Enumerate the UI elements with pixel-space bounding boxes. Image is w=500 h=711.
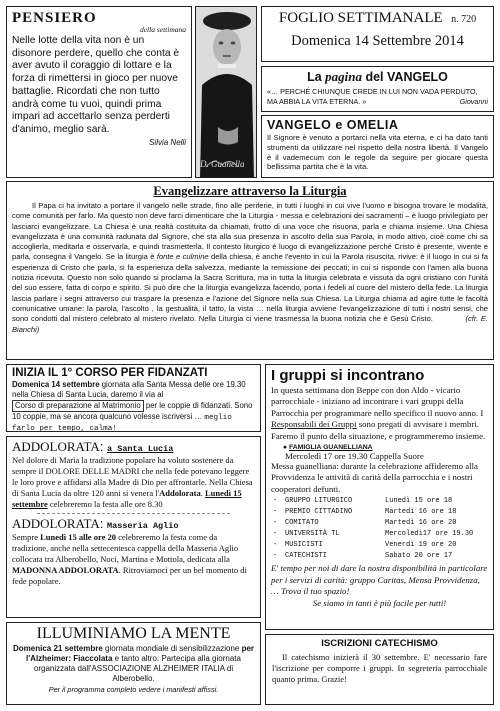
schedule-time: Mercoledì17 ore 19.30 <box>385 530 474 539</box>
portrait-signature: D. Guanella <box>200 159 245 169</box>
liturgia-box <box>6 181 494 360</box>
famiglia-guanelliana-label: ● FAMIGLIA GUANELLIANA <box>283 444 373 452</box>
catechismo-title: ISCRIZIONI CATECHISMO <box>321 638 438 649</box>
schedule-time: Martedì 16 ore 18 <box>385 508 457 517</box>
schedule-row <box>271 518 488 529</box>
schedule-dash: - <box>273 519 278 528</box>
illuminiamo-title: ILLUMINIAMO LA MENTE <box>36 625 231 642</box>
schedule-list <box>271 496 488 562</box>
schedule-dash: - <box>273 541 278 550</box>
schedule-row <box>271 540 488 551</box>
illuminiamo-note: Per il programma completo vedere i manifesti affissi. <box>48 685 219 694</box>
omelia-box <box>261 115 494 178</box>
famiglia-text: Messa guanelliana: durante la celebrazione affideremo alla Provvidenza le attività di carità della parrocchia e i nostri cooperatori defunti. <box>271 461 478 494</box>
vangelo-quote: «… PERCHÉ CHIUNQUE CREDE IN LUI NON VADA PERDUTO, MA ABBIA LA VITA ETERNA. » Giovanni <box>267 87 488 106</box>
addolorata1-title: ADDOLORATA: a Santa Lucia <box>12 439 174 454</box>
schedule-group: GRUPPO LITURGICO <box>285 497 353 506</box>
priest-portrait-image <box>196 7 257 178</box>
addolorata1-text: Nel dolore di Maria la tradizione popolare ha voluto sostenere da sempre il DOLORE DELLE MADRI che nella fede potevano leggere le loro prove e affidarsi alla Madre di Dio per affrontarle. Nella Chiesa di Santa Lucia da oltre 120 anni si venera l'Addolorata. Lunedì 15 settembre celebreremo la festa alle ore 8.30 <box>12 455 253 509</box>
gruppi-intro: In questa settimana don Beppe con don Aldo - vicario parrocchiale - iniziano ad incontrare i vari gruppi della Parrocchia per programmare nello specifico il nuovo anno. I Responsabili dei Gruppi sono pregati di avvisare i membri. Faremo il punto della situazione, e programmeremo insieme. <box>271 385 486 441</box>
schedule-row <box>271 496 488 507</box>
header-number: n. 720 <box>451 14 477 25</box>
gruppi-box <box>265 364 494 630</box>
gruppi-final: Se siamo in tanti è più facile per tutti! <box>312 598 447 609</box>
pensiero-text: Nelle lotte della vita non è un disonore perdere, quello che conta è aver avuto il coraggio di lottare e la forza di rimettersi in gioco per nuove battaglie. Ricordati che non tutto andrà come tu vuoi, quindi prima impari ad accettarlo senza perderti d'animo, meglio sarà. <box>12 35 180 135</box>
schedule-time: Venerdì 19 ore 20 <box>385 541 457 550</box>
schedule-row <box>271 551 488 562</box>
gruppi-closing: E' tempo per noi di dare la nostra disponibilità in particolare per i servizi di carità: gruppo Caritas, Mensa Provvidenza, … Trova il tuo spazio! <box>271 563 488 597</box>
illuminiamo-box <box>6 622 261 705</box>
addolorata2-title: ADDOLORATA: Masseria Aglio <box>12 516 179 531</box>
addolorata-box <box>6 436 261 618</box>
liturgia-text: Il Papa ci ha invitato a portare il vangelo nelle strade, fino alle periferie, in tutti i luoghi in cui vive l'uomo e bisogna trovare le modalità, come comunità per farlo. Ma questo non deve farci dimenticare che la Liturgia - messa e celebrazioni dei sacramenti – è luogo privilegiato per lasciarci evangelizzare. La Chiesa è una realtà costituita da chiamati, frutto di una voce che risuona, parla e chiama insieme. Una Chiesa evangelizzata è una comunità radunata dal Signore, che sta alla sua presenza in ascolto della sua Parola, in modo attivo, cioè come chi sa accoglierla, meditarla e osservarla, e quindi trasmetterla. Il contesto liturgico è luogo di evangelizzazione perché Cristo è presente, vivente e parla, consegna il Vangelo. Se la liturgia è fonte e culmine della chiesa, è anche l'evento in cui la Parola risuscita, rivive: è il luogo in cui si fa esperienza di Cristo che parla, si fa esperienza della salvezza, mediante la remissione dei peccati; in cui si risponde con l'amen alla buona notizia ricevuta. Questo non solo quando si proclama la Sacra Scrittura, ma in tutta la liturgia celebrata e vissuta da ogni cristiano con l'unità del suo essere, fatta di corpo e spirito. Si può dire che la liturgia evangelizza facendo, porta i fedeli al cuore del mistero della fede. La liturgia lascia parlare i segni attraverso cui traspare la presenza e l'azione del Signore nella sua Chiesa. La Liturgia chiama ad agire tutte le facoltà comunicative umane: la parola, l'ascolto , la gestualità, il tatto, la vista … nella liturgia avviene l'evangelizzazione di tutti i nostri sensi, che sono condotti dal mistero celebrato al mistero rivelato. Nella Liturgia ci viene trasmessa la buona notizia che è Gesù Cristo. (cfr. E. Bianchi) <box>12 201 488 334</box>
schedule-group: UNIVERSITÀ TL <box>285 530 340 539</box>
omelia-title: VANGELO e OMELIA <box>267 118 399 132</box>
header-title: FOGLIO SETTIMANALE <box>278 10 443 26</box>
fidanzati-box <box>6 364 261 432</box>
vangelo-title: La pagina del VANGELO <box>307 69 448 84</box>
pensiero-author: Silvia Nelli <box>149 137 186 147</box>
schedule-group: CATECHISTI <box>285 552 328 561</box>
portrait-photo <box>195 6 257 178</box>
schedule-row <box>271 507 488 518</box>
schedule-time: Sabato 20 ore 17 <box>385 552 453 561</box>
fidanzati-text: Domenica 14 settembre giornata alla Santa Messa delle ore 19.30 nella Chiesa di Santa Lucia, daremo il via al Corso di preparazione al Matrimonio per le coppie di fidanzati. Sono 10 coppie, ma se ancora qualcuno volesse iscriversi … meglio farlo per tempo, calma! <box>12 380 253 432</box>
vangelo-box <box>261 66 494 112</box>
header-date: Domenica 14 Settembre 2014 <box>291 33 464 49</box>
bullet-icon: ● <box>283 444 288 452</box>
schedule-group: PREMIO CITTADINO <box>285 508 353 517</box>
illuminiamo-text: Domenica 21 settembre giornata mondiale di sensibilizzazione per l'Alzheimer: Fiaccolata e tanto altro. Partecipa alla giornata organizzata dall'ASSOCIAZIONE ALZHEIMER ITALIA di Alberobello. <box>12 644 255 683</box>
schedule-dash: - <box>273 530 278 539</box>
schedule-time: Lunedì 15 ore 18 <box>385 497 453 506</box>
section-divider <box>37 513 230 514</box>
pensiero-title: PENSIERO <box>12 10 97 26</box>
schedule-dash: - <box>273 508 278 517</box>
schedule-time: Martedì 16 ore 20 <box>385 519 457 528</box>
schedule-group: COMITATO <box>285 519 319 528</box>
famiglia-date: Mercoledì 17 ore 19.30 Cappella Suore <box>285 451 424 462</box>
pensiero-box <box>6 6 192 178</box>
pensiero-subtitle: della settimana <box>139 25 186 34</box>
schedule-dash: - <box>273 497 278 506</box>
liturgia-title: Evangelizzare attraverso la Liturgia <box>153 184 347 198</box>
addolorata2-text: Sempre Lunedì 15 alle ore 20 celebreremo la festa come da tradizione, anche nella settecentesca cappella della Masseria Aglio collocata tra Alberobello, Noci, Martina e Mottola, dedicata alla MADONNA ADDOLORATA. Ritroviamoci per un bel momento di fede popolare. <box>12 532 247 586</box>
header-box <box>261 6 494 62</box>
catechismo-text: Il catechismo inizierà il 30 settembre. E' necessario fare l'iscrizione per comporre i gruppi. In segreteria parrocchiale quanto prima. Grazie! <box>272 652 487 684</box>
schedule-group: MUSICISTI <box>285 541 323 550</box>
fidanzati-title: INIZIA IL 1° CORSO PER FIDANZATI <box>12 367 208 379</box>
schedule-row <box>271 529 488 540</box>
catechismo-box <box>265 634 494 705</box>
omelia-text: Il Signore è venuto a portarci nella vita eterna, e ci ha dato tanti strumenti da utilizzare nel rispetto della nostra libertà. Il Vangelo è il vademecum con le regole da seguire per giocare questa bellissima partita che è la vita. <box>267 133 488 172</box>
gruppi-title: I gruppi si incontrano <box>271 367 425 384</box>
schedule-dash: - <box>273 552 278 561</box>
